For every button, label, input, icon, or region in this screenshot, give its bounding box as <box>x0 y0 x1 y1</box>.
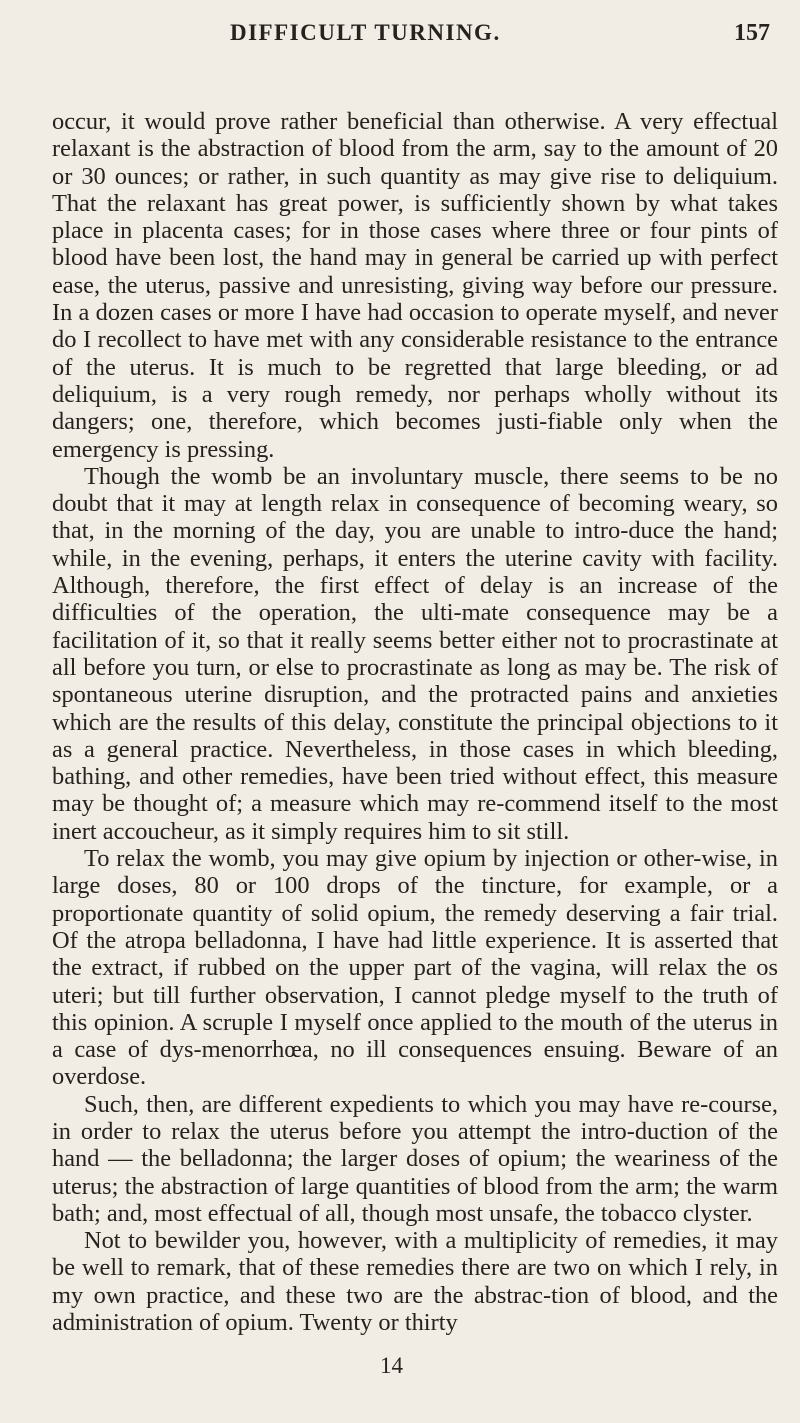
page-number: 157 <box>734 20 770 46</box>
paragraph: To relax the womb, you may give opium by injection or other-wise, in large doses, 80 or 100 drops of the tincture, for example, or a proportionate quantity of solid opium, the remedy deserving a fair trial. Of the atropa belladonna, I have had little experience. It is asserted that the extract, if rubbed on the upper part of the vagina, will relax the os uteri; but till further observation, I cannot pledge myself to the truth of this opinion. A scruple I myself once applied to the mouth of the uterus in a case of dys-menorrhœa, no ill consequences ensuing. Beware of an overdose. <box>52 845 778 1091</box>
paragraph: Such, then, are different expedients to which you may have re-course, in order to relax the uterus before you attempt the intro-duction of the hand — the belladonna; the larger doses of opium; the weariness of the uterus; the abstraction of large quantities of blood from the arm; the warm bath; and, most effectual of all, though most unsafe, the tobacco clyster. <box>52 1090 778 1227</box>
paragraph: Though the womb be an involuntary muscle, there seems to be no doubt that it may at length relax in consequence of becoming weary, so that, in the morning of the day, you are unable to intro-duce the hand; while, in the evening, perhaps, it enters the uterine cavity with facility. Although, therefore, the first effect of delay is an increase of the difficulties of the operation, the ulti-mate consequence may be a facilitation of it, so that it really seems better either not to procrastinate at all before you turn, or else to procrastinate as long as may be. The risk of spontaneous uterine disruption, and the protracted pains and anxieties which are the results of this delay, constitute the principal objections to it as a general practice. Nevertheless, in those cases in which bleeding, bathing, and other remedies, have been tried without effect, this measure may be thought of; a measure which may re-commend itself to the most inert accoucheur, as it simply requires him to sit still. <box>52 462 778 845</box>
signature-mark: 14 <box>380 1353 403 1378</box>
running-head: DIFFICULT TURNING. <box>230 20 501 45</box>
paragraph: occur, it would prove rather beneficial than otherwise. A very effectual relaxant is the abstraction of blood from the arm, say to the amount of 20 or 30 ounces; or rather, in such quantity as may give rise to deliquium. That the relaxant has great power, is sufficiently shown by what takes place in placenta cases; for in those cases where three or four pints of blood have been lost, the hand may in general be carried up with perfect ease, the uterus, passive and unresisting, giving way before our pressure. In a dozen cases or more I have had occasion to operate myself, and never do I recollect to have met with any considerable resistance to the entrance of the uterus. It is much to be regretted that large bleeding, or ad deliquium, is a very rough remedy, nor perhaps wholly without its dangers; one, therefore, which becomes justi-fiable only when the emergency is pressing. <box>52 108 778 463</box>
paragraph: Not to bewilder you, however, with a multiplicity of remedies, it may be well to remark, that of these remedies there are two on which I rely, in my own practice, and these two are the abstrac-tion of blood, and the administration of opium. Twenty or thirty <box>52 1227 778 1337</box>
body-text <box>52 108 778 1336</box>
page-header <box>230 20 770 54</box>
